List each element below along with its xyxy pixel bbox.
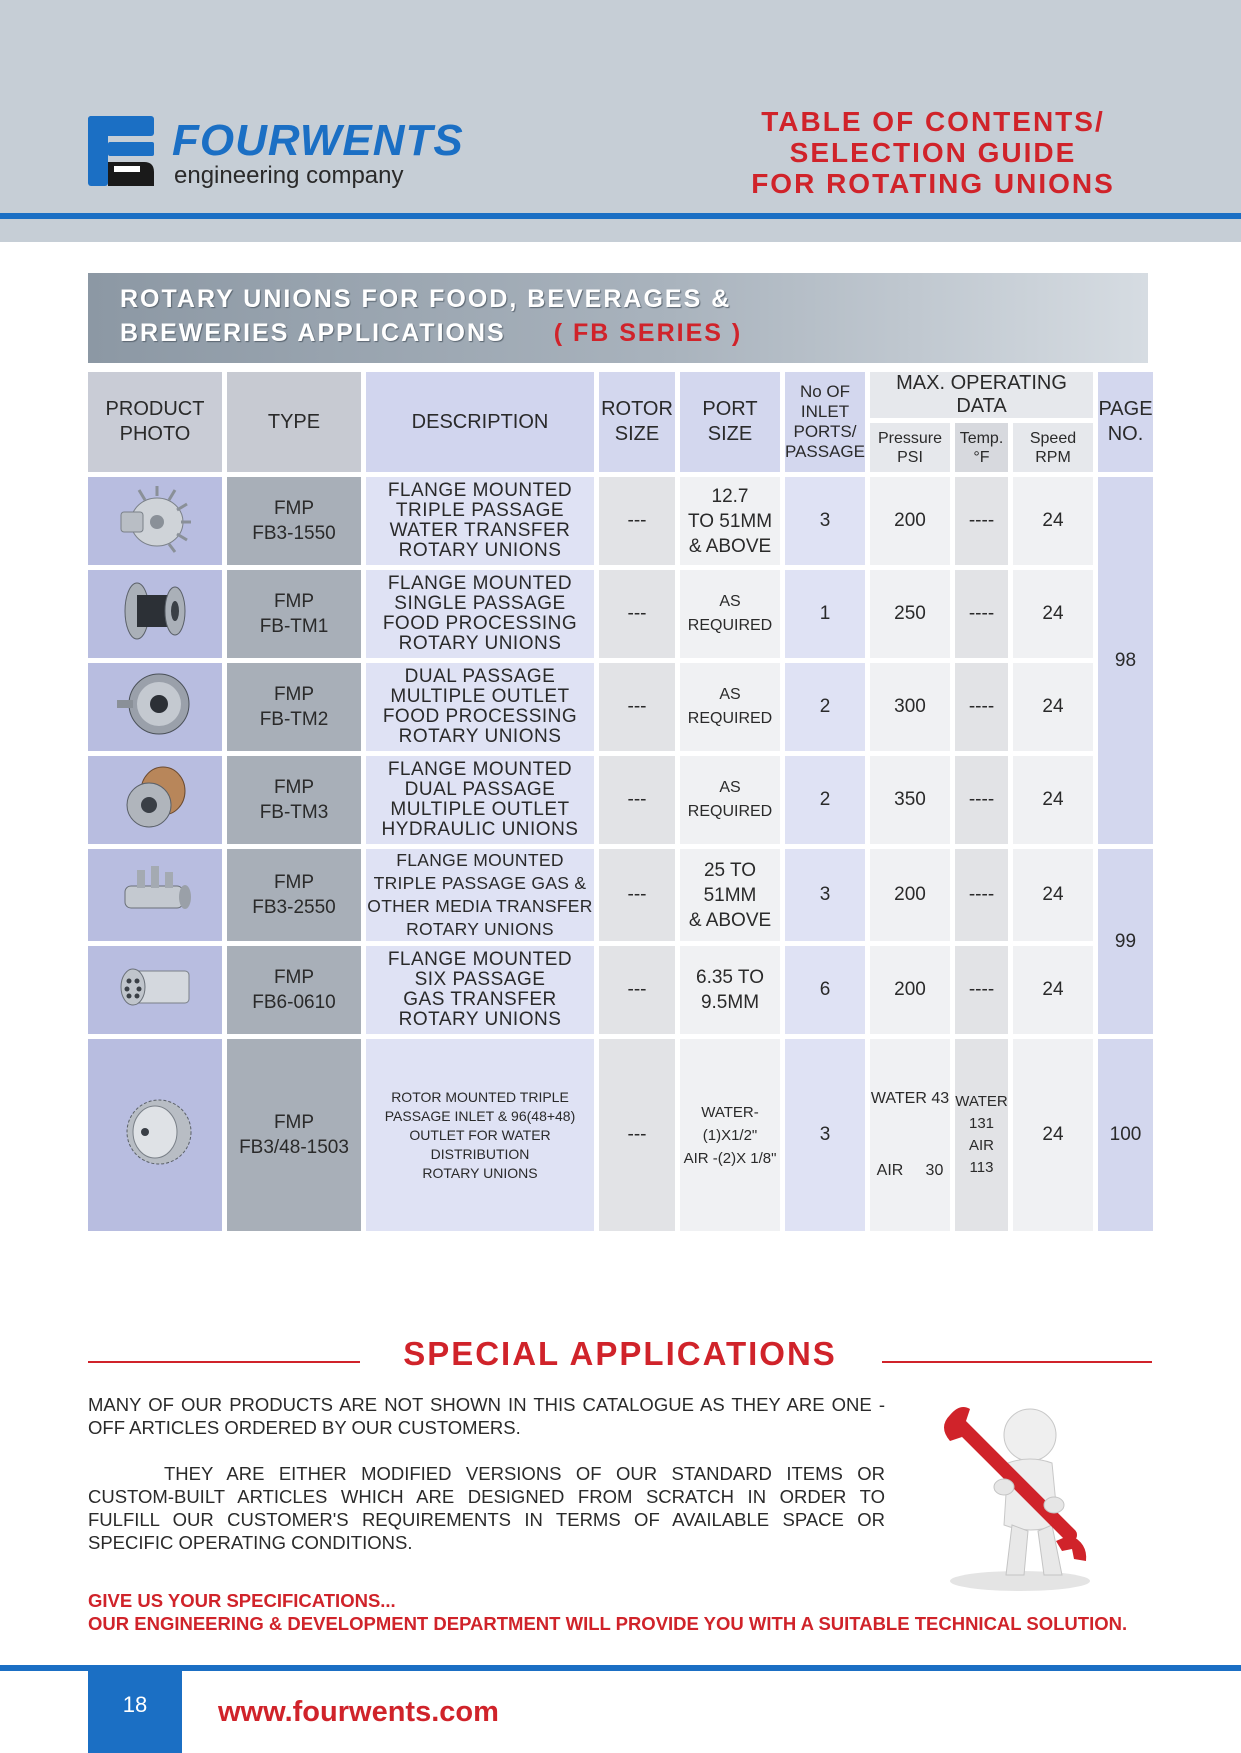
title-line: FOR ROTATING UNIONS — [751, 168, 1115, 199]
desc-line: ROTARY UNIONS — [398, 633, 562, 654]
desc-line: MULTIPLE OUTLET — [390, 686, 570, 707]
temp-value: ---- — [955, 756, 1008, 844]
header-pressure — [870, 423, 950, 472]
port-line: 6.35 TO — [696, 967, 764, 988]
product-description — [366, 756, 594, 844]
type-prefix: FMP — [273, 498, 315, 519]
header-text: NO. — [1107, 423, 1144, 445]
temp-line: AIR 113 — [968, 1137, 994, 1176]
type-code: FB-TM1 — [259, 616, 329, 637]
speed-value: 24 — [1013, 570, 1093, 658]
pressure-line: WATER 43 — [870, 1090, 950, 1107]
header-text: SIZE — [614, 423, 660, 445]
rotor-size: --- — [599, 663, 675, 751]
header-text: SIZE — [707, 423, 753, 445]
desc-line: ROTARY UNIONS — [398, 726, 562, 747]
footer-divider — [0, 1665, 1241, 1671]
type-code: FB-TM3 — [259, 802, 329, 823]
product-photo — [88, 477, 222, 565]
pressure-value: 300 — [870, 663, 950, 751]
desc-line: FOOD PROCESSING — [382, 613, 578, 634]
type-prefix: FMP — [273, 967, 315, 988]
product-type — [227, 663, 361, 751]
section-rule-right — [882, 1361, 1152, 1363]
header-text: PHOTO — [119, 423, 191, 445]
pressure-line: AIR 30 — [876, 1162, 944, 1179]
header-text: PAGE — [1098, 398, 1153, 420]
banner-line-2-text: BREWERIES APPLICATIONS — [120, 319, 506, 347]
page-number-cell: 98 — [1098, 477, 1153, 844]
port-line: & ABOVE — [688, 909, 772, 931]
port-line: REQUIRED — [687, 710, 773, 727]
desc-line: GAS TRANSFER — [403, 989, 557, 1010]
port-line: WATER- — [701, 1103, 759, 1121]
type-prefix: FMP — [273, 684, 315, 705]
desc-line: DUAL PASSAGE — [404, 666, 556, 687]
temp-value: ---- — [955, 570, 1008, 658]
speed-value: 24 — [1013, 946, 1093, 1034]
desc-line: FOOD PROCESSING — [382, 706, 578, 727]
header-page-no — [1098, 372, 1153, 472]
rotor-size: --- — [599, 477, 675, 565]
header-text: PORT — [702, 398, 758, 420]
desc-line: FLANGE MOUNTED — [387, 759, 573, 780]
port-line: REQUIRED — [687, 617, 773, 634]
product-type — [227, 946, 361, 1034]
desc-line: SINGLE PASSAGE — [394, 593, 566, 614]
desc-line: FLANGE MOUNTED — [387, 573, 573, 594]
header-text: INLET — [800, 402, 850, 421]
port-size — [680, 946, 780, 1034]
header-temp — [955, 423, 1008, 472]
inlet-ports: 2 — [785, 663, 865, 751]
port-size — [680, 756, 780, 844]
product-description — [366, 570, 594, 658]
header-text: Temp. — [959, 429, 1004, 447]
desc-line: ROTARY UNIONS — [398, 540, 562, 561]
desc-line: FLANGE MOUNTED — [387, 949, 573, 970]
section-title: SPECIAL APPLICATIONS — [403, 1335, 837, 1372]
header-inlet-ports — [785, 372, 865, 472]
desc-line: ROTARY UNIONS — [398, 1009, 562, 1030]
page-title — [713, 106, 1153, 199]
desc-line: DUAL PASSAGE — [404, 779, 556, 800]
product-description — [366, 477, 594, 565]
desc-line: FLANGE MOUNTED — [387, 480, 573, 501]
port-line: & ABOVE — [688, 535, 772, 557]
type-prefix: FMP — [273, 591, 315, 612]
pressure-value: 250 — [870, 570, 950, 658]
website-link[interactable]: www.fourwents.com — [218, 1696, 499, 1728]
port-line: AS — [719, 593, 741, 610]
port-size — [680, 663, 780, 751]
product-description — [366, 849, 594, 941]
port-line: REQUIRED — [687, 803, 773, 820]
port-line: 25 TO — [703, 859, 757, 881]
speed-value: 24 — [1013, 1039, 1093, 1231]
rotor-size: --- — [599, 946, 675, 1034]
port-line: AS — [719, 779, 741, 796]
banner-line-1: ROTARY UNIONS FOR FOOD, BEVERAGES & — [120, 285, 732, 313]
desc-line: MULTIPLE OUTLET — [390, 799, 570, 820]
temp-value: ---- — [955, 946, 1008, 1034]
desc-line: TRIPLE PASSAGE — [395, 500, 565, 521]
port-line: AIR -(2)X 1/8" — [683, 1149, 777, 1167]
header-product-photo — [88, 372, 222, 472]
desc-line: SIX PASSAGE — [414, 969, 546, 990]
type-code: FB-TM2 — [259, 709, 329, 730]
speed-value: 24 — [1013, 849, 1093, 941]
desc-line: HYDRAULIC UNIONS — [381, 819, 579, 840]
port-size — [680, 477, 780, 565]
rotor-size: --- — [599, 849, 675, 941]
pressure-value: 200 — [870, 849, 950, 941]
single-passage-union-photo-icon — [115, 575, 195, 647]
header-text: Pressure — [877, 429, 943, 447]
header-text: No OF — [799, 382, 851, 401]
inlet-ports: 6 — [785, 946, 865, 1034]
brand-name: FOURWENTS — [172, 116, 464, 165]
speed-value: 24 — [1013, 663, 1093, 751]
temp-value: ---- — [955, 477, 1008, 565]
six-passage-union-photo-icon — [115, 951, 195, 1023]
port-line: AS — [719, 686, 741, 703]
type-code: FB6-0610 — [252, 992, 336, 1013]
temp-value — [955, 1039, 1008, 1231]
header-divider — [0, 213, 1241, 219]
cta-line-1: GIVE US YOUR SPECIFICATIONS... — [88, 1590, 396, 1611]
header-speed — [1013, 423, 1093, 472]
table-row — [88, 849, 1153, 941]
table-row — [88, 663, 1153, 751]
port-size — [680, 849, 780, 941]
port-line: 9.5MM — [700, 992, 760, 1013]
desc-line: TRIPLE PASSAGE GAS & — [373, 873, 587, 893]
header-text: PSI — [897, 448, 923, 466]
desc-line: ROTARY UNIONS — [406, 919, 554, 939]
pressure-value: 200 — [870, 477, 950, 565]
inlet-ports: 2 — [785, 756, 865, 844]
header-type: TYPE — [227, 372, 361, 472]
port-line: 12.7 — [711, 485, 749, 507]
desc-line: OTHER MEDIA TRANSFER — [367, 896, 593, 916]
selection-guide-table — [83, 367, 1158, 1236]
engineer-with-wrench-icon — [920, 1395, 1120, 1595]
table-row — [88, 570, 1153, 658]
fourwents-logo-icon — [88, 116, 154, 186]
header-text: Speed — [1029, 429, 1077, 447]
product-photo — [88, 570, 222, 658]
product-photo — [88, 946, 222, 1034]
special-paragraph-2: THEY ARE EITHER MODIFIED VERSIONS OF OUR STANDARD ITEMS OR CUSTOM-BUILT ARTICLES WHICH ARE DESIGNED FROM SCRATCH IN ORDER TO FULFILL OUR CUSTOMER'S REQUIREMENTS IN TERMS OF AVAILABLE SPACE OR SPECIFIC OPERATING CONDITIONS. — [88, 1463, 885, 1553]
rotor-size: --- — [599, 1039, 675, 1231]
table-row — [88, 756, 1153, 844]
cta-line-2: OUR ENGINEERING & DEVELOPMENT DEPARTMENT WILL PROVIDE YOU WITH A SUITABLE TECHNICAL SOLUTION. — [88, 1613, 1128, 1634]
desc-line: OUTLET FOR WATER DISTRIBUTION — [409, 1126, 551, 1162]
header-text: PORTS/ — [793, 422, 857, 441]
port-size — [680, 1039, 780, 1231]
table-row — [88, 946, 1153, 1034]
table-row — [88, 1039, 1153, 1231]
triple-passage-union-photo-icon — [115, 482, 195, 554]
product-description — [366, 946, 594, 1034]
pressure-value: 200 — [870, 946, 950, 1034]
product-photo — [88, 1039, 222, 1231]
header-text: °F — [973, 448, 990, 466]
speed-value: 24 — [1013, 477, 1093, 565]
product-type — [227, 1039, 361, 1231]
desc-line: PASSAGE INLET & 96(48+48) — [384, 1107, 576, 1124]
table-banner — [88, 273, 1148, 363]
port-size — [680, 570, 780, 658]
table-row — [88, 477, 1153, 565]
title-line: TABLE OF CONTENTS/ — [761, 106, 1105, 137]
header-rotor-size — [599, 372, 675, 472]
product-type — [227, 756, 361, 844]
brand-tagline: engineering company — [174, 162, 404, 189]
inlet-ports: 3 — [785, 1039, 865, 1231]
company-logo — [88, 116, 464, 192]
dual-passage-union-photo-icon — [115, 668, 195, 740]
product-type — [227, 570, 361, 658]
product-description — [366, 663, 594, 751]
header-text: PRODUCT — [105, 398, 205, 420]
page-number: 18 — [88, 1671, 182, 1753]
inlet-ports: 3 — [785, 477, 865, 565]
header-port-size — [680, 372, 780, 472]
water-distribution-union-photo-icon — [115, 1096, 195, 1168]
page-number-cell: 100 — [1098, 1039, 1153, 1231]
speed-value: 24 — [1013, 756, 1093, 844]
special-paragraph-1: MANY OF OUR PRODUCTS ARE NOT SHOWN IN THIS CATALOGUE AS THEY ARE ONE - OFF ARTICLES ORDERED BY OUR CUSTOMERS. — [88, 1394, 885, 1438]
type-code: FB3/48-1503 — [239, 1137, 349, 1158]
hydraulic-union-photo-icon — [115, 761, 195, 833]
gas-media-union-photo-icon — [115, 856, 195, 928]
header-text: RPM — [1035, 448, 1071, 466]
pressure-value: 350 — [870, 756, 950, 844]
type-prefix: FMP — [273, 872, 315, 893]
type-code: FB3-2550 — [252, 897, 336, 918]
product-photo — [88, 756, 222, 844]
temp-line: WATER — [955, 1093, 1008, 1110]
page-number-cell: 99 — [1098, 849, 1153, 1034]
inlet-ports: 3 — [785, 849, 865, 941]
rotor-size: --- — [599, 756, 675, 844]
port-line: 51MM — [703, 884, 757, 906]
type-code: FB3-1550 — [252, 523, 336, 544]
rotor-size: --- — [599, 570, 675, 658]
product-description — [366, 1039, 594, 1231]
product-type — [227, 849, 361, 941]
port-line: (1)X1/2" — [702, 1126, 758, 1144]
header-text: ROTOR — [601, 398, 673, 420]
section-rule-left — [88, 1361, 360, 1363]
product-photo — [88, 663, 222, 751]
port-line: TO 51MM — [687, 510, 773, 532]
header-text: PASSAGE — [785, 442, 865, 461]
header-max-operating-data: MAX. OPERATING DATA — [870, 372, 1093, 418]
inlet-ports: 1 — [785, 570, 865, 658]
product-type — [227, 477, 361, 565]
series-label: ( FB SERIES ) — [553, 319, 743, 347]
desc-line: WATER TRANSFER — [389, 520, 571, 541]
temp-value: ---- — [955, 849, 1008, 941]
header-description: DESCRIPTION — [366, 372, 594, 472]
pressure-value — [870, 1039, 950, 1231]
temp-value: ---- — [955, 663, 1008, 751]
title-line: SELECTION GUIDE — [789, 137, 1077, 168]
desc-line: ROTARY UNIONS — [422, 1164, 538, 1181]
temp-line: 131 — [968, 1115, 995, 1132]
type-prefix: FMP — [273, 777, 315, 798]
product-photo — [88, 849, 222, 941]
banner-line-2 — [120, 319, 742, 348]
desc-line: ROTOR MOUNTED TRIPLE — [391, 1088, 569, 1105]
desc-line: FLANGE MOUNTED — [396, 850, 564, 870]
type-prefix: FMP — [273, 1112, 315, 1133]
